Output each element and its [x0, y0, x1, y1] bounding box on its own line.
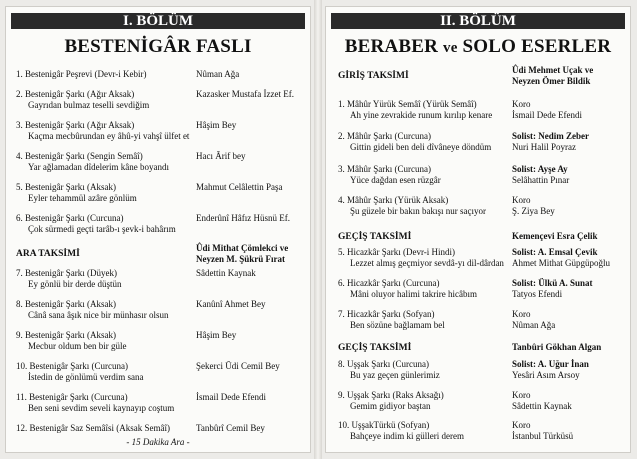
- program-item-composer-col: [196, 213, 306, 224]
- giris-performer-line1: Ûdi Mehmet Uçak ve: [512, 65, 594, 75]
- program-item-text: [338, 390, 510, 412]
- program-item-composer: Nûman Ağa: [196, 69, 240, 79]
- program-item-title: [16, 213, 194, 224]
- program-item-composer-col: [196, 182, 306, 193]
- program-item-composer: Nûman Ağa: [512, 320, 556, 330]
- program-item-title: [338, 164, 510, 175]
- program-item-text: [16, 89, 194, 111]
- program-item-composer-col: [196, 392, 306, 403]
- program-item-composer: Selâhattin Pınar: [512, 175, 570, 185]
- program-item-performers: [512, 420, 628, 442]
- program-item-form: Bestenigâr Saz Semâîsi (Aksak Semâî): [29, 423, 170, 433]
- program-item-composer: İsmail Dede Efendi: [512, 110, 582, 120]
- program-item-performers: [512, 164, 628, 186]
- program-item-number: 11.: [16, 392, 27, 402]
- program-item-number: 2.: [16, 89, 23, 99]
- program-item-lyric: Ah yine zevrakide runum kırılıp kenare: [350, 110, 493, 120]
- program-item-form: Hicazkâr Şarkı (Sofyan): [347, 309, 435, 319]
- program-item-composer-col: [196, 89, 306, 100]
- program-item-composer: Hacı Ârif bey: [196, 151, 246, 161]
- program-item-composer: Ş. Ziya Bey: [512, 206, 555, 216]
- program-item-form: Mâhûr Şarkı (Curcuna): [347, 164, 431, 174]
- program-item-text: [338, 420, 510, 442]
- program-item-text: [16, 299, 194, 321]
- program-item-text: [16, 213, 194, 235]
- program-item-composer-col: [196, 361, 306, 372]
- program-item-text: [16, 151, 194, 173]
- program-item-performers: [512, 131, 628, 153]
- program-item-number: 5.: [338, 247, 345, 257]
- program-item-performer: Koro: [512, 420, 531, 430]
- program-item-number: 9.: [338, 390, 345, 400]
- program-item-composer-col: [196, 120, 306, 131]
- program-item-number: 8.: [16, 299, 23, 309]
- program-item-composer: Enderûnî Hâfız Hüsnü Ef.: [196, 213, 290, 223]
- program-item-composer: Hâşim Bey: [196, 120, 237, 130]
- program-item-performers: [512, 99, 628, 121]
- program-item-lyric: Gittin gideli ben deli dîvâneye döndüm: [350, 142, 492, 152]
- program-item-form: Bestenigâr Şarkı (Ağır Aksak): [25, 120, 135, 130]
- program-item-number: 10.: [16, 361, 28, 371]
- program-item-form: Bestenigâr Şarkı (Sengin Semâî): [25, 151, 143, 161]
- program-item-title: [16, 69, 194, 80]
- program-item-number: 7.: [16, 268, 23, 278]
- program-item-composer-col: [196, 69, 306, 80]
- program-item-title: [16, 423, 194, 434]
- program-item-composer-col: [196, 330, 306, 341]
- program-item-text: [16, 423, 194, 434]
- program-item-form: Mâhûr Şarkı (Yürük Aksak): [347, 195, 449, 205]
- program-item-form: Uşşak Şarkı (Raks Aksağı): [347, 390, 444, 400]
- program-item-composer: Hâşim Bey: [196, 330, 237, 340]
- program-item-title: [16, 89, 194, 100]
- program-item-lyric: Yüce dağdan esen rüzgâr: [350, 175, 441, 185]
- program-item-form: Bestenigâr Şarkı (Düyek): [25, 268, 117, 278]
- program-item-text: [338, 99, 510, 121]
- program-item-number: 12.: [16, 423, 28, 433]
- program-item-composer: Şekerci Ûdi Cemil Bey: [196, 361, 280, 371]
- program-item-form: Mâhûr Şarkı (Curcuna): [347, 131, 431, 141]
- program-item-composer: Mahmut Celâlettin Paşa: [196, 182, 283, 192]
- program-item-title: [16, 361, 194, 372]
- program-item-form: Hicazkâr Şarkı (Devr-i Hindi): [347, 247, 456, 257]
- program-item-composer: Yesâri Asım Arsoy: [512, 370, 580, 380]
- program-item-title: [16, 151, 194, 162]
- gecis-taksimi-label-1: GEÇİŞ TAKSİMİ: [338, 232, 412, 242]
- program-item-text: [16, 268, 194, 290]
- ara-taksimi-label: ARA TAKSİMİ: [16, 249, 80, 259]
- program-item-composer: Sâdettin Kaynak: [512, 401, 572, 411]
- program-item-composer: Tanbûrî Cemil Bey: [196, 423, 265, 433]
- program-item-composer: Ahmet Mithat Güpgüpoğlu: [512, 258, 610, 268]
- program-item-form: Bestenigâr Şarkı (Ağır Aksak): [25, 89, 135, 99]
- program-item-number: 6.: [16, 213, 23, 223]
- program-item-title: [16, 120, 194, 131]
- ara-performer-line1: Ûdi Mithat Çömlekci ve: [196, 243, 289, 253]
- program-item-text: [338, 278, 510, 300]
- program-item-performer: Koro: [512, 309, 531, 319]
- program-item-performers: [512, 195, 628, 217]
- program-item-number: 4.: [338, 195, 345, 205]
- gecis-performer-1: Kemençevi Esra Çelik: [512, 231, 598, 241]
- program-item-performer: Solist: Nedim Zeber: [512, 131, 589, 141]
- program-item-lyric: Lezzet almış geçmiyor sevdâ-yı dil-dârdan: [350, 258, 504, 268]
- program-item-composer: İsmail Dede Efendi: [196, 392, 266, 402]
- program-item-form: Uşşak Şarkı (Curcuna): [347, 359, 429, 369]
- program-item-composer: Kanûnî Ahmet Bey: [196, 299, 266, 309]
- program-item-lyric: İstedin de gönlümü verdim sana: [28, 372, 144, 382]
- program-item-performers: [512, 247, 628, 269]
- section-heading-right: II. BÖLÜM: [331, 13, 625, 29]
- giris-taksimi-label: GİRİŞ TAKSİMİ: [338, 71, 409, 81]
- program-item-form: Bestenigâr Şarkı (Curcuna): [29, 361, 128, 371]
- program-item-performer: Solist: Ülkü A. Sunat: [512, 278, 593, 288]
- program-item-form: Bestenigâr Şarkı (Curcuna): [29, 392, 128, 402]
- title-part-b: SOLO ESERLER: [462, 36, 612, 57]
- program-item-form: Bestenigâr Şarkı (Aksak): [25, 182, 116, 192]
- program-item-title: [338, 195, 510, 206]
- program-item-number: 9.: [16, 330, 23, 340]
- program-item-performers: [512, 359, 628, 381]
- program-item-title: [338, 278, 510, 289]
- program-item-lyric: Mecbur oldum ben bir güle: [28, 341, 127, 351]
- book-gutter: [314, 0, 322, 459]
- program-item-composer-col: [196, 151, 306, 162]
- program-item-title: [338, 99, 510, 110]
- program-item-form: UşşakTürkü (Sofyan): [351, 420, 430, 430]
- program-item-title: [16, 330, 194, 341]
- program-item-title: [338, 247, 510, 258]
- intermission-note: - 15 Dakika Ara -: [126, 437, 190, 447]
- program-item-title: [16, 182, 194, 193]
- program-item-form: Hicazkâr Şarkı (Curcuna): [347, 278, 440, 288]
- program-item-text: [338, 164, 510, 186]
- program-item-performer: Koro: [512, 390, 531, 400]
- program-item-lyric: Kaçma mecbûrundan ey âhû-yi vahşî ülfet et: [28, 131, 190, 141]
- program-item-number: 1.: [338, 99, 345, 109]
- program-item-lyric: Bahçeye indim ki gülleri derem: [350, 431, 464, 441]
- program-item-lyric: Ey gönlü bir derde düştün: [28, 279, 122, 289]
- page-title-left: BESTENİGÂR FASLI: [64, 36, 252, 57]
- program-item-lyric: Cânâ sana âşık nice bir münhasır olsun: [28, 310, 169, 320]
- program-item-lyric: Yar ağlamadan dîdelerim kâne boyandı: [28, 162, 170, 172]
- program-item-performers: [512, 309, 628, 331]
- program-item-title: [338, 359, 510, 370]
- program-item-text: [338, 195, 510, 217]
- program-item-lyric: Ben seni sevdim seveli kaynayıp coştum: [28, 403, 175, 413]
- program-item-performer: Koro: [512, 99, 531, 109]
- ara-performer-line2: Neyzen M. Şükrü Fırat: [196, 254, 285, 264]
- program-item-text: [16, 69, 194, 80]
- program-item-composer: Sâdettin Kaynak: [196, 268, 256, 278]
- title-connector: ve: [443, 40, 458, 56]
- program-item-number: 3.: [16, 120, 23, 130]
- title-part-a: BERABER: [344, 36, 439, 57]
- program-item-number: 3.: [338, 164, 345, 174]
- program-item-composer-col: [196, 423, 306, 434]
- program-item-form: Bestenigâr Peşrevi (Devr-i Kebir): [25, 69, 147, 79]
- gecis-performer-2: Tanbûri Gökhan Algan: [512, 342, 602, 352]
- left-page: [5, 6, 311, 453]
- program-item-number: 2.: [338, 131, 345, 141]
- program-item-lyric: Mâni oluyor halimi takrire hicâbım: [350, 289, 477, 299]
- gecis-taksimi-label-2: GEÇİŞ TAKSİMİ: [338, 343, 412, 353]
- program-item-text: [338, 309, 510, 331]
- program-item-title: [338, 309, 510, 320]
- right-page: [325, 6, 631, 453]
- program-item-text: [16, 182, 194, 204]
- program-item-text: [338, 247, 510, 269]
- program-item-title: [338, 390, 510, 401]
- program-item-performer: Solist: Ayşe Ay: [512, 164, 568, 174]
- program-item-lyric: Ben sözüne bağlamam bel: [350, 320, 445, 330]
- program-item-title: [338, 131, 510, 142]
- program-item-form: Mâhûr Yürük Semâî (Yürük Semâî): [347, 99, 477, 109]
- program-item-text: [16, 120, 194, 142]
- program-item-number: 5.: [16, 182, 23, 192]
- program-item-performer: Koro: [512, 195, 531, 205]
- program-item-title: [16, 268, 194, 279]
- program-item-performers: [512, 390, 628, 412]
- program-item-title: [16, 299, 194, 310]
- program-item-form: Bestenigâr Şarkı (Aksak): [25, 299, 116, 309]
- program-item-text: [16, 330, 194, 352]
- program-item-performer: Solist: A. Uğur İnan: [512, 359, 589, 369]
- program-item-number: 8.: [338, 359, 345, 369]
- program-item-composer: İstanbul Türküsü: [512, 431, 574, 441]
- program-item-lyric: Gayrıdan bulmaz teselli sevdiğim: [28, 100, 150, 110]
- program-item-lyric: Çok sürmedi geçti tarâb-ı şevk-i bahârım: [28, 224, 176, 234]
- program-item-number: 7.: [338, 309, 345, 319]
- program-item-title: [338, 420, 510, 431]
- program-item-form: Bestenigâr Şarkı (Aksak): [25, 330, 116, 340]
- program-item-text: [338, 359, 510, 381]
- giris-performer-line2: Neyzen Ömer Bildik: [512, 76, 591, 86]
- program-item-number: 1.: [16, 69, 23, 79]
- program-item-composer: Nuri Halil Poyraz: [512, 142, 576, 152]
- program-item-composer: Kazasker Mustafa İzzet Ef.: [196, 89, 294, 99]
- page-title-right: [326, 37, 630, 58]
- program-item-lyric: Bu yaz geçen günlerimiz: [350, 370, 440, 380]
- program-item-performer: Solist: A. Emsal Çevik: [512, 247, 598, 257]
- program-item-lyric: Şu güzele bir bakın bakışı nur saçıyor: [350, 206, 486, 216]
- program-item-number: 6.: [338, 278, 345, 288]
- program-item-lyric: Gemim gidiyor baştan: [350, 401, 431, 411]
- program-item-lyric: Eyler tehammül azâre gönlüm: [28, 193, 137, 203]
- program-item-performers: [512, 278, 628, 300]
- program-item-number: 10.: [338, 420, 350, 430]
- program-item-text: [16, 361, 194, 383]
- section-heading-left: I. BÖLÜM: [11, 13, 305, 29]
- program-item-composer: Tatyos Efendi: [512, 289, 563, 299]
- program-item-form: Bestenigâr Şarkı (Curcuna): [25, 213, 124, 223]
- program-item-composer-col: [196, 268, 306, 279]
- program-item-title: [16, 392, 194, 403]
- program-item-text: [16, 392, 194, 414]
- program-item-composer-col: [196, 299, 306, 310]
- program-item-number: 4.: [16, 151, 23, 161]
- program-item-text: [338, 131, 510, 153]
